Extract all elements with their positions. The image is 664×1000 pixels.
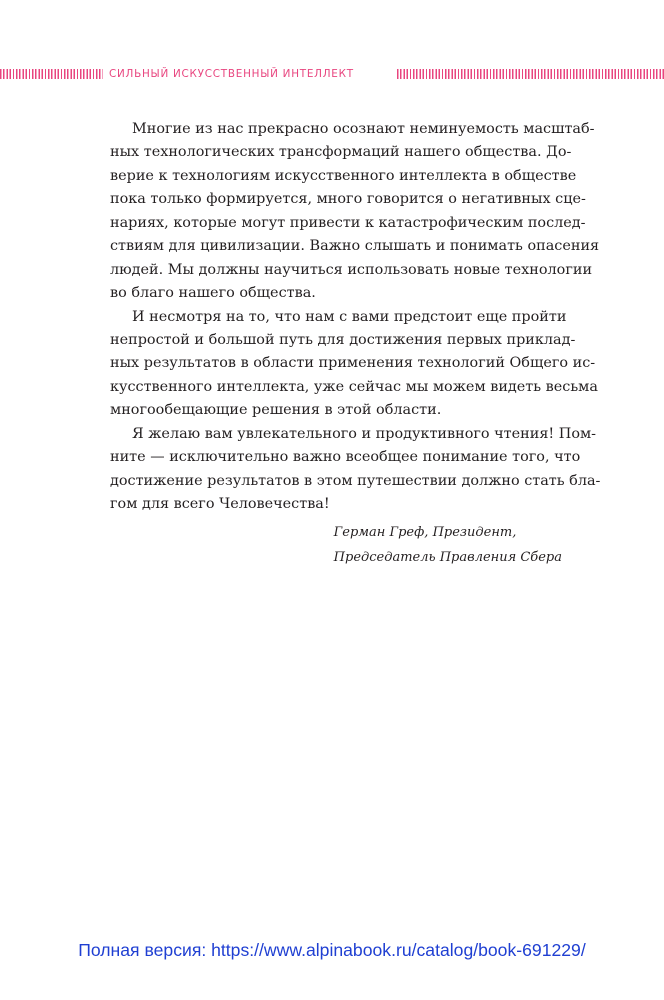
text-line: ните — исключительно важно всеобщее понимание того, что	[110, 449, 581, 466]
text-line: достижение результатов в этом путешествии должно стать бла-	[110, 472, 601, 489]
text-line: людей. Мы должны научиться использовать новые технологии	[110, 261, 593, 278]
text-line: ных технологических трансформаций нашего общества. До-	[110, 144, 572, 161]
text-line: пока только формируется, много говорится о негативных сце-	[110, 191, 586, 208]
full-version-link[interactable]: Полная версия: https://www.alpinabook.ru/catalog/book-691229/	[78, 940, 586, 960]
signature-line: Герман Греф, Президент,	[333, 525, 517, 540]
text-line: верие к технологиям искусственного интеллекта в обществе	[110, 167, 577, 184]
text-line: кусственного интеллекта, уже сейчас мы можем видеть весьма	[110, 378, 598, 395]
text-line: ствиям для цивилизации. Важно слышать и понимать опасения	[110, 238, 600, 255]
paragraph-2	[110, 306, 598, 423]
paragraph-1	[110, 118, 600, 306]
signature-line: Председатель Правления Сбера	[333, 550, 562, 565]
text-line: ных результатов в области применения технологий Общего ис-	[110, 355, 596, 372]
header-decoration-right	[397, 69, 664, 79]
text-line: многообещающие решения в этой области.	[110, 402, 442, 419]
running-title: СИЛЬНЫЙ ИСКУССТВЕННЫЙ ИНТЕЛЛЕКТ	[109, 68, 354, 80]
paragraph-3	[110, 423, 601, 517]
text-line: непростой и большой путь для достижения первых приклад-	[110, 331, 576, 348]
signature	[334, 520, 562, 570]
header-decoration-left	[0, 69, 103, 79]
text-line: Многие из нас прекрасно осознают неминуемость масштаб-	[132, 121, 595, 137]
text-line: гом для всего Человечества!	[110, 496, 330, 512]
text-line: И несмотря на то, что нам с вами предстоит еще пройти	[132, 308, 567, 325]
text-line: нариях, которые могут привести к катастрофическим послед-	[110, 214, 586, 231]
text-line: Я желаю вам увлекательного и продуктивного чтения! Пом-	[132, 425, 597, 442]
body-text	[110, 118, 601, 516]
text-line: во благо нашего общества.	[110, 285, 316, 302]
running-header	[0, 66, 664, 82]
